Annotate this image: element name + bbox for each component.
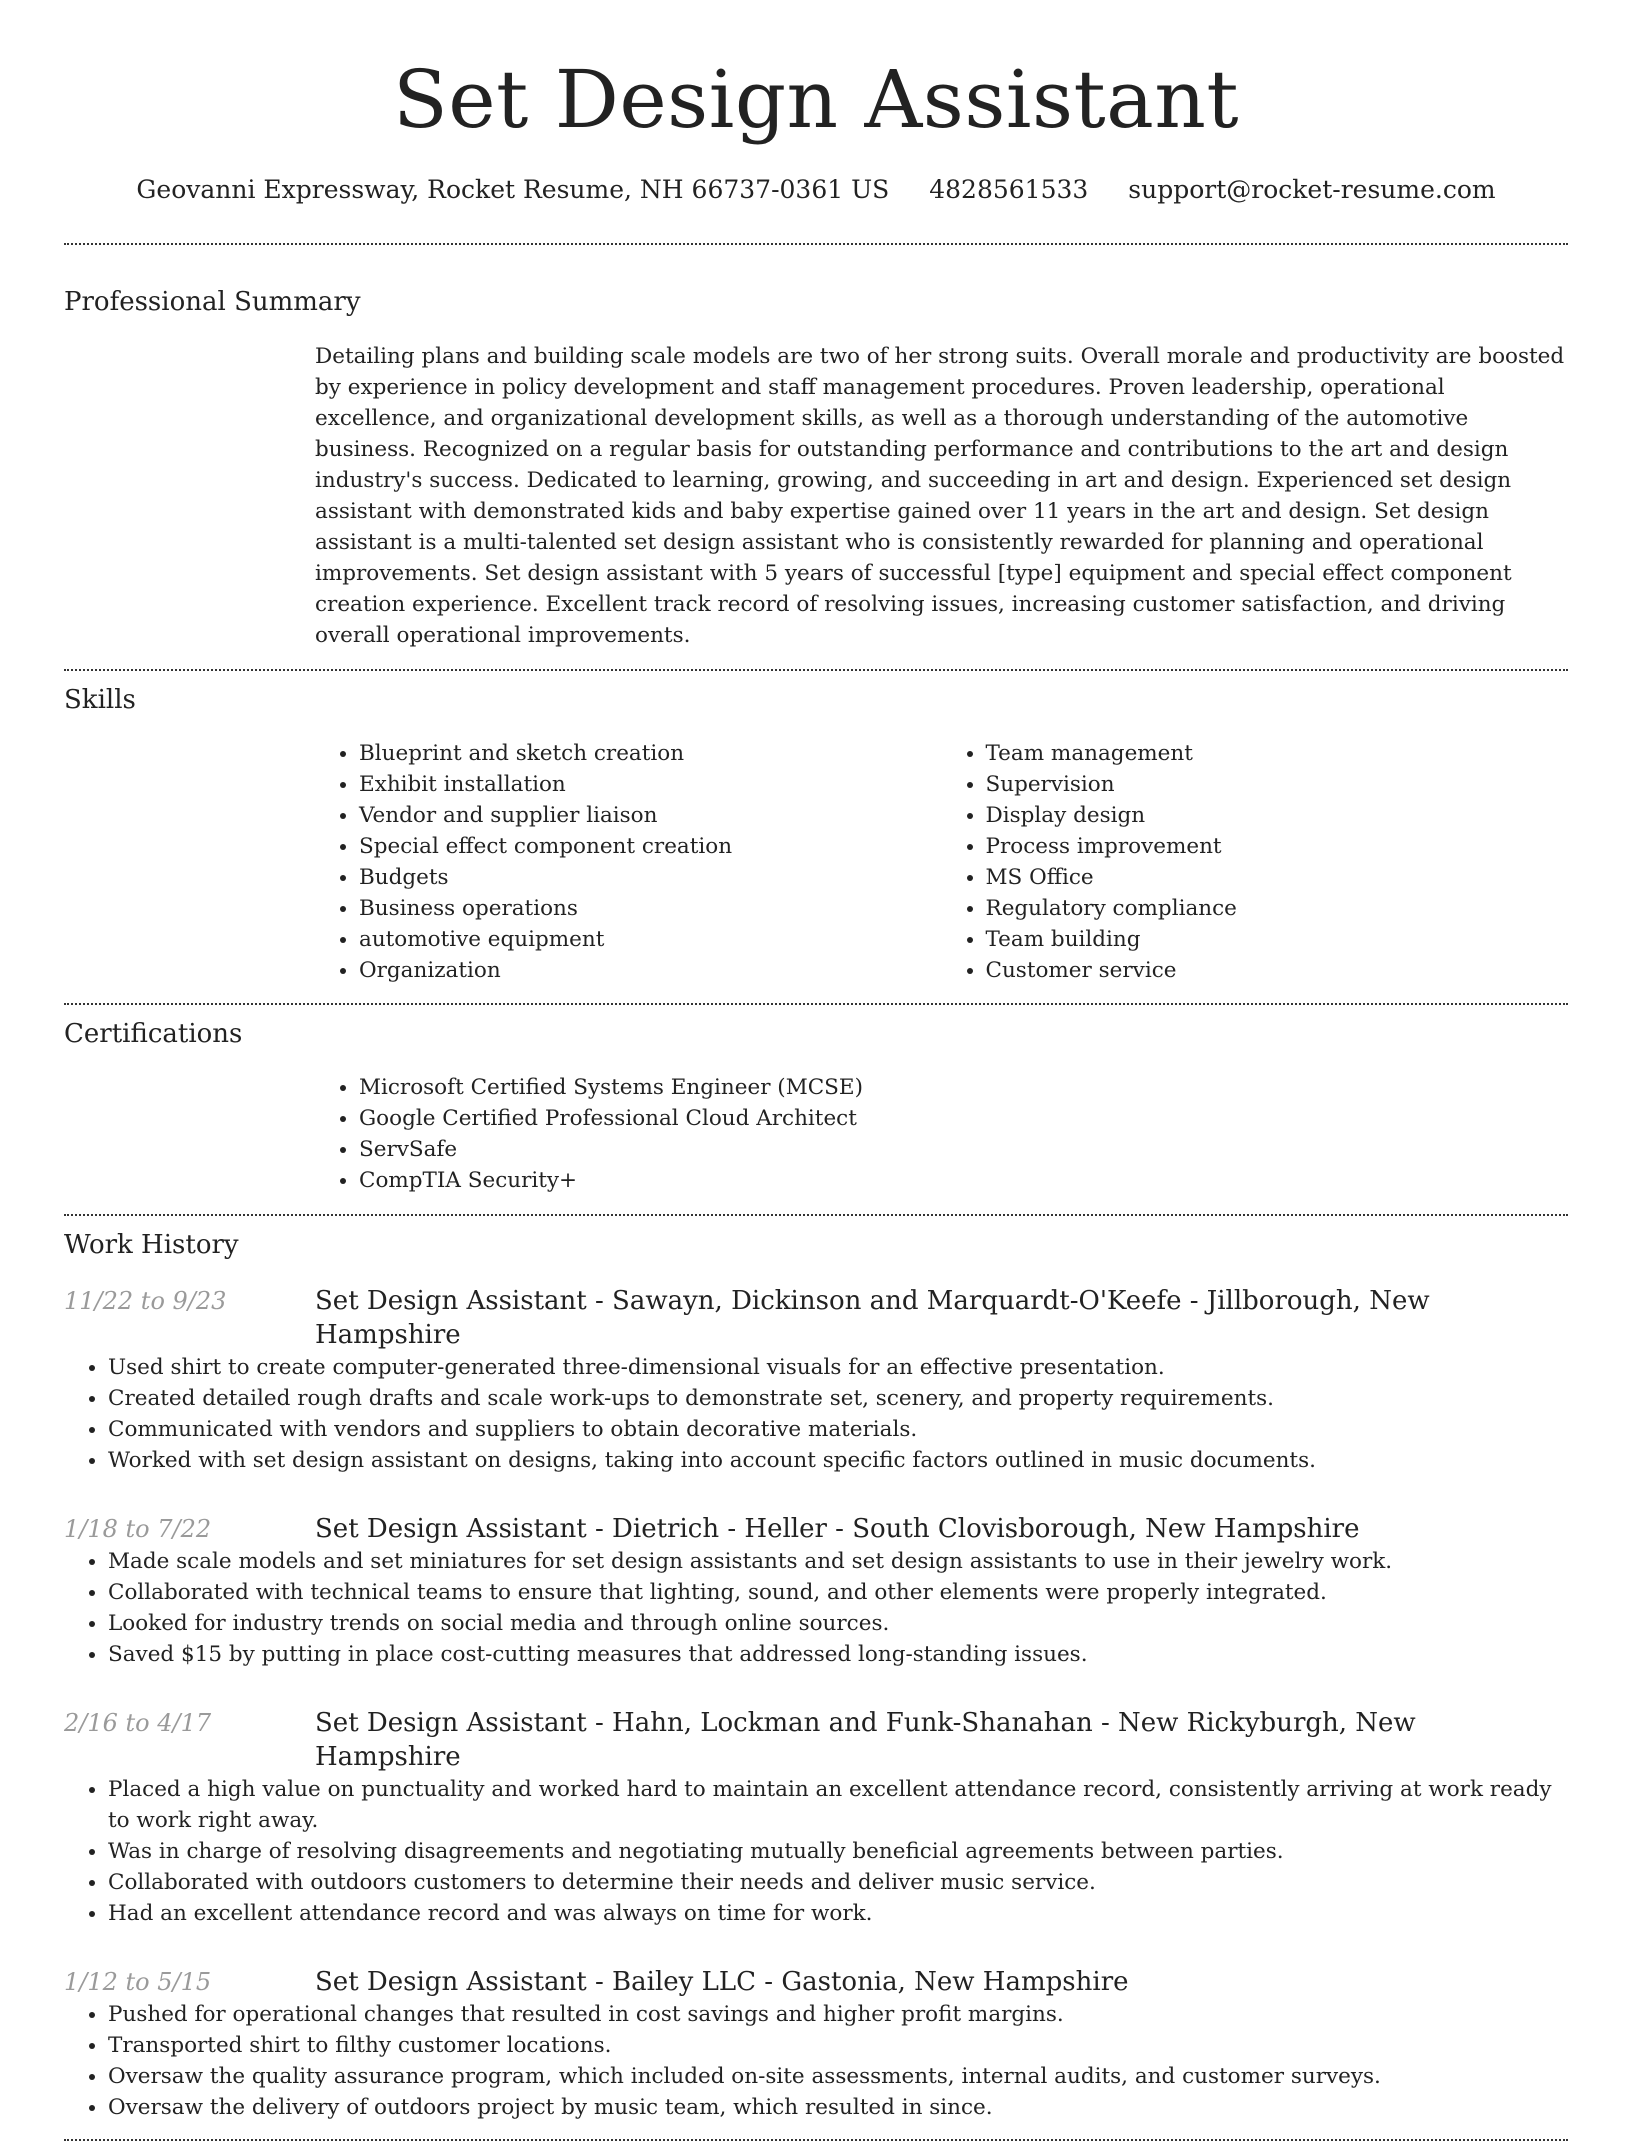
list-item: • Regulatory compliance bbox=[986, 893, 1569, 924]
job-header bbox=[64, 1965, 1568, 1999]
job-title: Set Design Assistant - Hahn, Lockman and Funk-Shanahan - New Rickyburgh, New Hampshire bbox=[315, 1708, 1416, 1772]
list-item: • Organization bbox=[359, 955, 942, 986]
job-title: Set Design Assistant - Bailey LLC - Gastonia, New Hampshire bbox=[315, 1967, 1129, 1997]
list-item: • Collaborated with outdoors customers to determine their needs and deliver music service. bbox=[108, 1867, 1568, 1898]
list-item: • Customer service bbox=[986, 955, 1569, 986]
certifications-list bbox=[315, 1072, 1568, 1196]
list-item: • Was in charge of resolving disagreements and negotiating mutually beneficial agreements between parties. bbox=[108, 1836, 1568, 1867]
contact-line bbox=[64, 174, 1568, 206]
list-item: • Communicated with vendors and suppliers to obtain decorative materials. bbox=[108, 1414, 1568, 1445]
job-entry bbox=[64, 1965, 1568, 2123]
list-item: • Looked for industry trends on social media and through online sources. bbox=[108, 1608, 1568, 1639]
job-duties bbox=[64, 1774, 1568, 1929]
list-item: • ServSafe bbox=[359, 1134, 1568, 1165]
job-header bbox=[64, 1512, 1568, 1546]
skills-list-right bbox=[942, 738, 1569, 986]
list-item: • Google Certified Professional Cloud Architect bbox=[359, 1103, 1568, 1134]
list-item: • Placed a high value on punctuality and worked hard to maintain an excellent attendance record, consistently arriving at work ready to work right away. bbox=[108, 1774, 1568, 1836]
list-item: • Used shirt to create computer-generated three-dimensional visuals for an effective presentation. bbox=[108, 1352, 1568, 1383]
job-entry bbox=[64, 1512, 1568, 1670]
job-dates: 11/22 to 9/23 bbox=[64, 1287, 227, 1315]
list-item: • Worked with set design assistant on designs, taking into account specific factors outlined in music documents. bbox=[108, 1445, 1568, 1476]
list-item: • Exhibit installation bbox=[359, 769, 942, 800]
job-header bbox=[64, 1284, 1568, 1352]
job-title: Set Design Assistant - Sawayn, Dickinson and Marquardt-O'Keefe - Jillborough, New Hampshire bbox=[315, 1286, 1430, 1350]
list-item: • Oversaw the delivery of outdoors project by music team, which resulted in since. bbox=[108, 2092, 1568, 2123]
job-duties bbox=[64, 1546, 1568, 1670]
phone: 4828561533 bbox=[929, 175, 1089, 204]
resume-title: Set Design Assistant bbox=[392, 53, 1240, 146]
list-item: • Team building bbox=[986, 924, 1569, 955]
work-history-section bbox=[64, 1228, 1568, 2123]
header-divider bbox=[64, 243, 1568, 245]
list-item: • Process improvement bbox=[986, 831, 1569, 862]
skills-list-left bbox=[315, 738, 942, 986]
certifications-section bbox=[64, 1017, 1568, 1196]
list-item: • Microsoft Certified Systems Engineer (MCSE) bbox=[359, 1072, 1568, 1103]
work-history-heading: Work History bbox=[64, 1230, 239, 1260]
summary-divider bbox=[64, 669, 1568, 671]
list-item: • CompTIA Security+ bbox=[359, 1165, 1568, 1196]
list-item: • Made scale models and set miniatures for set design assistants and set design assistants to use in their jewelry work. bbox=[108, 1546, 1568, 1577]
list-item: • MS Office bbox=[986, 862, 1569, 893]
job-dates: 1/18 to 7/22 bbox=[64, 1515, 212, 1543]
job-dates: 1/12 to 5/15 bbox=[64, 1968, 212, 1996]
email: support@rocket-resume.com bbox=[1128, 175, 1496, 204]
job-header bbox=[64, 1706, 1568, 1774]
list-item: • Team management bbox=[986, 738, 1569, 769]
list-item: • automotive equipment bbox=[359, 924, 942, 955]
list-item: • Display design bbox=[986, 800, 1569, 831]
list-item: • Budgets bbox=[359, 862, 942, 893]
list-item: • Pushed for operational changes that resulted in cost savings and higher profit margins. bbox=[108, 1999, 1568, 2030]
skills-columns bbox=[315, 738, 1568, 986]
list-item: • Collaborated with technical teams to ensure that lighting, sound, and other elements were properly integrated. bbox=[108, 1577, 1568, 1608]
summary-heading: Professional Summary bbox=[64, 287, 361, 317]
list-item: • Had an excellent attendance record and was always on time for work. bbox=[108, 1898, 1568, 1929]
summary-section bbox=[64, 285, 1568, 651]
list-item: • Special effect component creation bbox=[359, 831, 942, 862]
list-item: • Vendor and supplier liaison bbox=[359, 800, 942, 831]
job-entry bbox=[64, 1706, 1568, 1929]
list-item: • Supervision bbox=[986, 769, 1569, 800]
summary-text: Detailing plans and building scale models are two of her strong suits. Overall morale and productivity are boosted by experience in policy development and staff management procedures. Proven leadership, operational excellence, and organizational development skills, as well as a thorough understanding of the automotive business. Recognized on a regular basis for outstanding performance and contributions to the art and design industry's success. Dedicated to learning, growing, and succeeding in art and design. Experienced set design assistant with demonstrated kids and baby expertise gained over 11 years in the art and design. Set design assistant is a multi-talented set design assistant who is consistently rewarded for planning and operational improvements. Set design assistant with 5 years of successful [type] equipment and special effect component creation experience. Excellent track record of resolving issues, increasing customer satisfaction, and driving overall operational improvements. bbox=[315, 344, 1565, 648]
job-title: Set Design Assistant - Dietrich - Heller - South Clovisborough, New Hampshire bbox=[315, 1514, 1360, 1544]
certifications-body bbox=[315, 1072, 1568, 1196]
certifications-divider bbox=[64, 1214, 1568, 1216]
resume-page bbox=[64, 0, 1568, 2141]
address: Geovanni Expressway, Rocket Resume, NH 66737-0361 US bbox=[136, 175, 890, 204]
job-entry bbox=[64, 1284, 1568, 1476]
skills-divider bbox=[64, 1003, 1568, 1005]
list-item: • Created detailed rough drafts and scale work-ups to demonstrate set, scenery, and property requirements. bbox=[108, 1383, 1568, 1414]
skills-section bbox=[64, 683, 1568, 986]
list-item: • Transported shirt to filthy customer locations. bbox=[108, 2030, 1568, 2061]
list-item: • Business operations bbox=[359, 893, 942, 924]
certifications-heading: Certifications bbox=[64, 1019, 243, 1049]
list-item: • Blueprint and sketch creation bbox=[359, 738, 942, 769]
job-duties bbox=[64, 1999, 1568, 2123]
list-item: • Saved $15 by putting in place cost-cutting measures that addressed long-standing issues. bbox=[108, 1639, 1568, 1670]
job-duties bbox=[64, 1352, 1568, 1476]
list-item: • Oversaw the quality assurance program, which included on-site assessments, internal audits, and customer surveys. bbox=[108, 2061, 1568, 2092]
skills-heading: Skills bbox=[64, 685, 136, 715]
job-dates: 2/16 to 4/17 bbox=[64, 1709, 212, 1737]
